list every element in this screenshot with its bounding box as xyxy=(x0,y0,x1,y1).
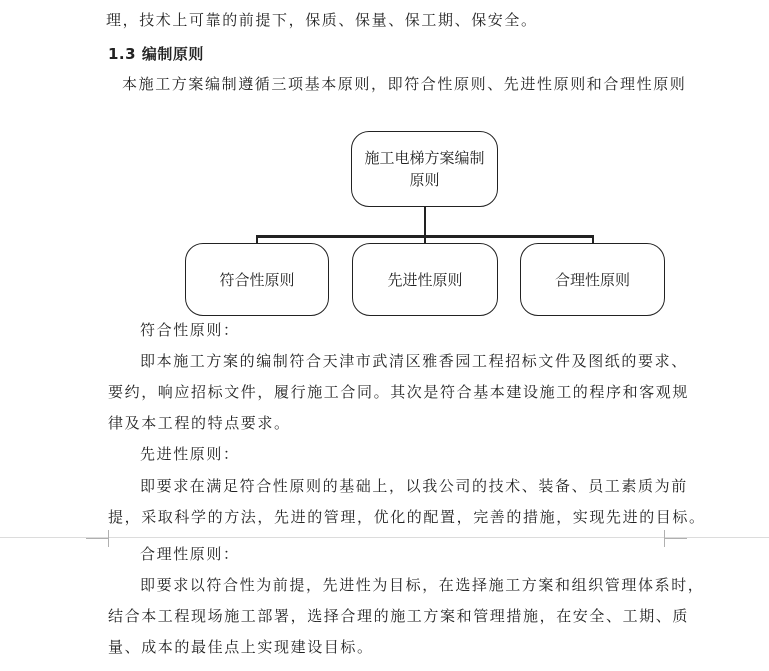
page-corner-mark-right-lower xyxy=(664,538,687,547)
p2-line1: 即要求在满足符合性原则的基础上，以我公司的技术、装备、员工素质为前 xyxy=(140,477,688,495)
connector-middle-down xyxy=(424,235,426,243)
diagram-root-line2: 原则 xyxy=(409,171,440,189)
section-intro: 本施工方案编制遵循三项基本原则，即符合性原则、先进性原则和合理性原则 xyxy=(122,75,687,93)
p3-label: 合理性原则： xyxy=(140,545,240,563)
p1-line1: 即本施工方案的编制符合天津市武清区雅香园工程招标文件及图纸的要求、 xyxy=(140,352,688,370)
page-break-line xyxy=(0,537,769,538)
diagram-root-line1: 施工电梯方案编制 xyxy=(364,149,485,167)
p3-line1: 即要求以符合性为前提，先进性为目标，在选择施工方案和组织管理体系时， xyxy=(140,576,705,594)
diagram-child-advanced: 先进性原则 xyxy=(352,243,498,316)
diagram-root-node xyxy=(351,131,498,207)
connector-left-down xyxy=(256,235,258,243)
section-heading xyxy=(108,44,204,64)
page-corner-mark-left-lower xyxy=(86,538,109,547)
p2-label: 先进性原则： xyxy=(140,445,240,463)
p2-line2: 提，采取科学的方法，先进的管理，优化的配置，完善的措施，实现先进的目标。 xyxy=(108,508,706,526)
diagram-child-rational: 合理性原则 xyxy=(520,243,665,316)
diagram-child-conformity: 符合性原则 xyxy=(185,243,329,316)
p3-line2: 结合本工程现场施工部署，选择合理的施工方案和管理措施，在安全、工期、质 xyxy=(108,607,690,625)
p1-line2: 要约，响应招标文件，履行施工合同。其次是符合基本建设施工的程序和客观规 xyxy=(108,383,690,401)
connector-right-down xyxy=(592,235,594,243)
p1-line3: 律及本工程的特点要求。 xyxy=(108,414,291,432)
section-number: 1.3 xyxy=(108,45,137,63)
p1-label: 符合性原则： xyxy=(140,321,240,339)
p3-line3: 量、成本的最佳点上实现建设目标。 xyxy=(108,638,374,656)
section-title: 编制原则 xyxy=(141,45,204,63)
intro-line: 理，技术上可靠的前提下，保质、保量、保工期、保安全。 xyxy=(106,11,538,29)
connector-root-down xyxy=(424,207,426,235)
